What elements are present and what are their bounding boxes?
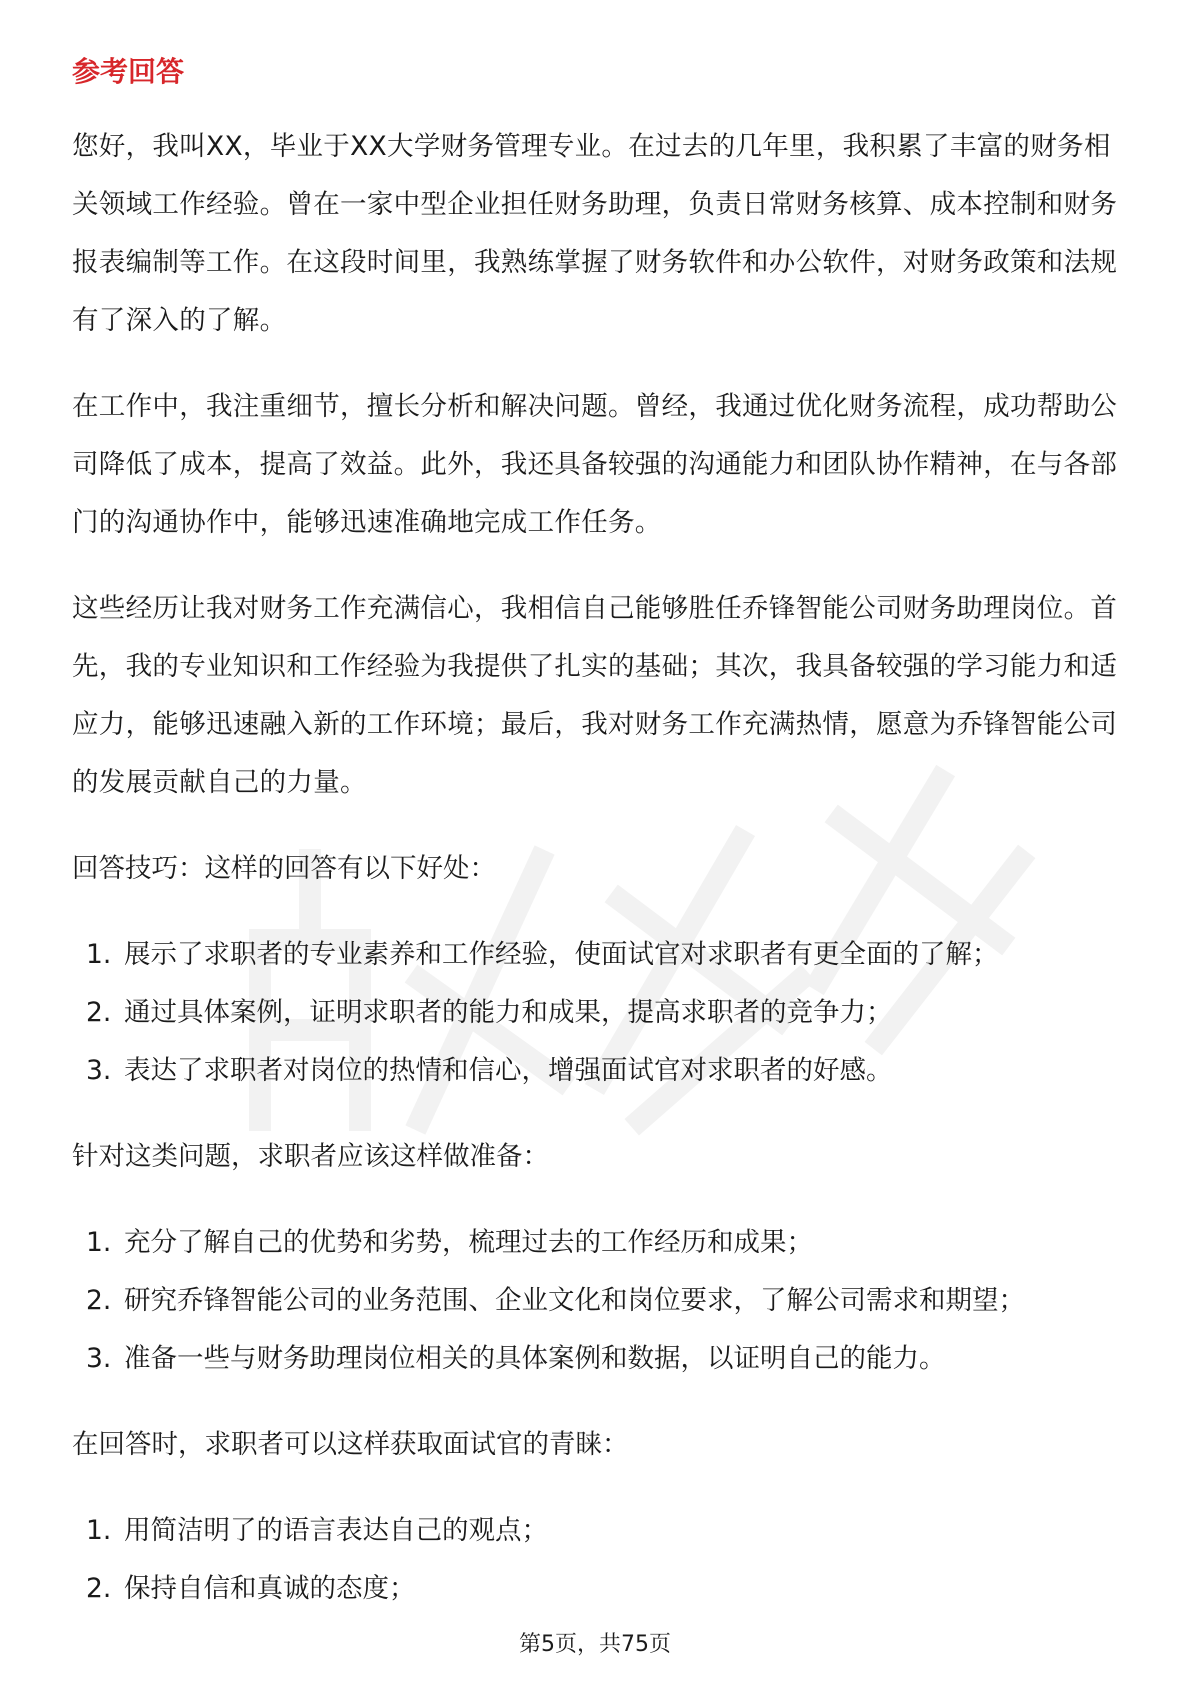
list-number: 2.	[86, 1573, 112, 1604]
list-number: 1.	[86, 939, 112, 970]
tips-lead: 回答技巧：这样的回答有以下好处：	[72, 853, 496, 884]
section-heading: 参考回答	[72, 55, 185, 88]
list-item-text: 用简洁明了的语言表达自己的观点；	[124, 1515, 548, 1546]
list-number: 3.	[86, 1343, 112, 1374]
document-body	[72, 118, 1122, 1646]
answer-paragraph-2: 在工作中，我注重细节，擅长分析和解决问题。曾经，我通过优化财务流程，成功帮助公司降低了成本，提高了效益。此外，我还具备较强的沟通能力和团队协作精神，在与各部门的沟通协作中，能够迅速准确地完成工作任务。	[72, 391, 1118, 538]
list-item-text: 展示了求职者的专业素养和工作经验，使面试官对求职者有更全面的了解；	[124, 939, 999, 970]
answer-paragraph-1: 您好，我叫XX，毕业于XX大学财务管理专业。在过去的几年里，我积累了丰富的财务相关领域工作经验。曾在一家中型企业担任财务助理，负责日常财务核算、成本控制和财务报表编制等工作。在这段时间里，我熟练掌握了财务软件和办公软件，对财务政策和法规有了深入的了解。	[72, 131, 1118, 336]
list-item-text: 通过具体案例，证明求职者的能力和成果，提高求职者的竞争力；	[124, 997, 893, 1028]
impress-list	[72, 1502, 1122, 1618]
list-number: 2.	[86, 997, 112, 1028]
list-item	[72, 1502, 1122, 1560]
list-item	[72, 1214, 1122, 1272]
prepare-lead: 针对这类问题，求职者应该这样做准备：	[72, 1141, 549, 1172]
list-item	[72, 1272, 1122, 1330]
impress-lead: 在回答时，求职者可以这样获取面试官的青睐：	[72, 1429, 629, 1460]
prepare-list	[72, 1214, 1122, 1388]
answer-paragraph-3: 这些经历让我对财务工作充满信心，我相信自己能够胜任乔锋智能公司财务助理岗位。首先，我的专业知识和工作经验为我提供了扎实的基础；其次，我具备较强的学习能力和适应力，能够迅速融入新的工作环境；最后，我对财务工作充满热情，愿意为乔锋智能公司的发展贡献自己的力量。	[72, 593, 1118, 798]
list-item-text: 研究乔锋智能公司的业务范围、企业文化和岗位要求，了解公司需求和期望；	[124, 1285, 1025, 1316]
list-item	[72, 1560, 1122, 1618]
list-item	[72, 926, 1122, 984]
list-number: 1.	[86, 1227, 112, 1258]
tips-list	[72, 926, 1122, 1100]
list-item-text: 充分了解自己的优势和劣势，梳理过去的工作经历和成果；	[124, 1227, 813, 1258]
list-number: 2.	[86, 1285, 112, 1316]
list-item	[72, 984, 1122, 1042]
list-item-text: 保持自信和真诚的态度；	[124, 1573, 416, 1604]
list-number: 3.	[86, 1055, 112, 1086]
list-item	[72, 1330, 1122, 1388]
page-number-footer: 第5页，共75页	[519, 1632, 671, 1657]
list-number: 1.	[86, 1515, 112, 1546]
list-item	[72, 1042, 1122, 1100]
list-item-text: 表达了求职者对岗位的热情和信心，增强面试官对求职者的好感。	[124, 1055, 893, 1086]
list-item-text: 准备一些与财务助理岗位相关的具体案例和数据，以证明自己的能力。	[124, 1343, 946, 1374]
